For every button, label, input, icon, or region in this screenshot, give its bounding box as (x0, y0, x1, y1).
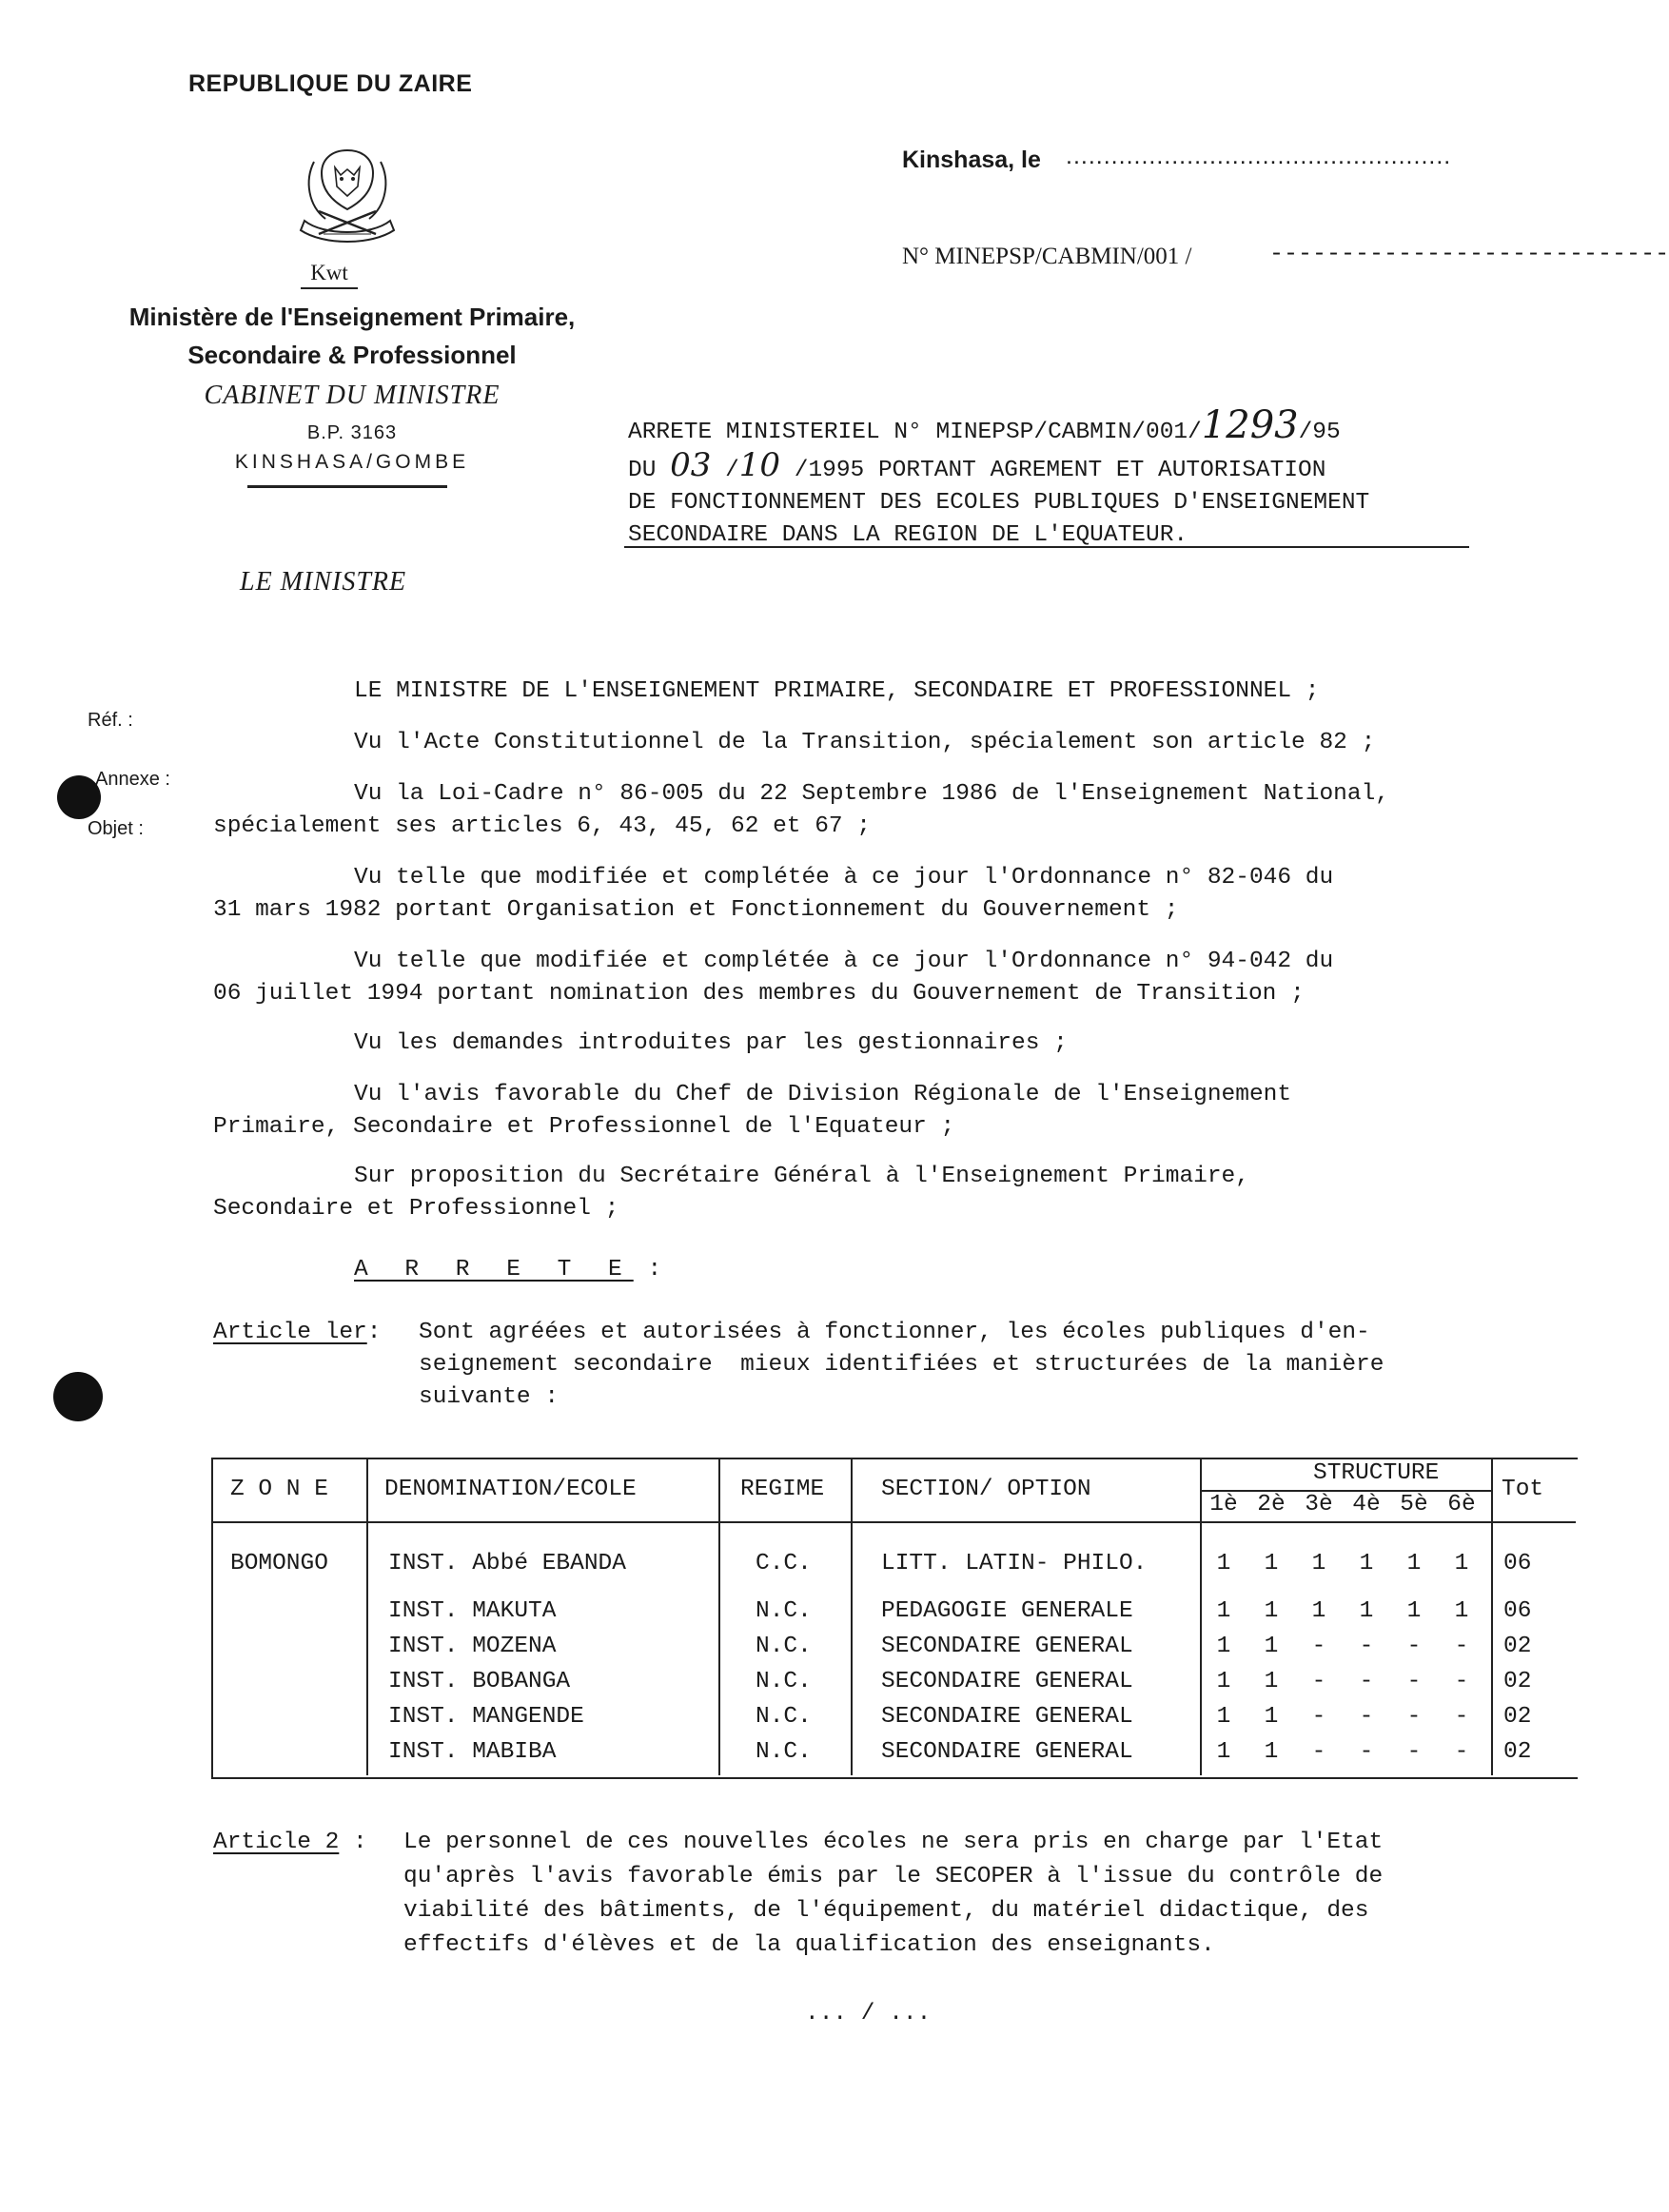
school-section: SECONDAIRE GENERAL (881, 1669, 1133, 1694)
school-total: 02 (1503, 1669, 1532, 1694)
table-header-divider (211, 1521, 1576, 1523)
structure-5: - (1406, 1669, 1422, 1694)
preamble-ordonnance2-line1: Vu telle que modifiée et complétée à ce jour l'Ordonnance n° 94-042 du (354, 949, 1334, 974)
ministry-name-line2: Secondaire & Professionnel (187, 341, 517, 369)
margin-objet: Objet : (88, 818, 144, 839)
structure-2: 1 (1264, 1739, 1279, 1765)
date-separator: / (711, 458, 739, 483)
header-year: 4è (1352, 1492, 1381, 1517)
structure-6: - (1454, 1739, 1469, 1765)
ministry-name-line1: Ministère de l'Enseignement Primaire, (128, 303, 576, 331)
signatory-title: LE MINISTRE (240, 567, 407, 597)
article1-heading (213, 1317, 381, 1349)
article2-heading (213, 1827, 367, 1859)
header-year: 3è (1305, 1492, 1333, 1517)
arrete-title-line3: DE FONCTIONNEMENT DES ECOLES PUBLIQUES D'ENSEIGNEMENT (628, 490, 1370, 516)
po-box: B.P. 3163 (306, 422, 398, 443)
header-total: Tot (1502, 1477, 1544, 1502)
structure-5: - (1406, 1704, 1422, 1730)
punch-hole-mark (53, 1372, 103, 1421)
arrete-date-prefix: DU (628, 458, 671, 483)
arrete-heading (354, 1254, 661, 1286)
header-regime: REGIME (740, 1477, 825, 1502)
table-col-divider (851, 1458, 853, 1775)
continuation-mark: ... / ... (805, 2001, 932, 2026)
preamble-avis-line2: Primaire, Secondaire et Professionnel de l'Equateur ; (213, 1114, 955, 1140)
structure-4: - (1359, 1669, 1374, 1694)
arrete-title-line1 (628, 403, 1484, 449)
article2-line4: effectifs d'élèves et de la qualification des enseignants. (403, 1932, 1215, 1958)
header-structure: STRUCTURE (1313, 1460, 1440, 1486)
article2-line3: viabilité des bâtiments, de l'équipement, du matériel didactique, des (403, 1898, 1369, 1924)
article2-line2: qu'après l'avis favorable émis par le SECOPER à l'issue du contrôle de (403, 1864, 1384, 1889)
structure-6: - (1454, 1704, 1469, 1730)
cabinet-title: CABINET DU MINISTRE (204, 381, 501, 410)
structure-2: 1 (1264, 1704, 1279, 1730)
school-name: INST. MABIBA (388, 1739, 557, 1765)
arrete-colon: : (647, 1257, 662, 1282)
structure-3: - (1311, 1634, 1326, 1659)
school-regime: C.C. (756, 1551, 812, 1576)
preamble-ordonnance1-line2: 31 mars 1982 portant Organisation et Fonctionnement du Gouvernement ; (213, 897, 1179, 923)
city: KINSHASA/GOMBE (234, 451, 470, 473)
header-denomination: DENOMINATION/ECOLE (384, 1477, 637, 1502)
school-total: 02 (1503, 1739, 1532, 1765)
article2-label: Article 2 (213, 1830, 340, 1855)
school-regime: N.C. (756, 1669, 812, 1694)
reference-dots: ---------------------------- (1269, 240, 1669, 267)
school-regime: N.C. (756, 1704, 812, 1730)
structure-1: 1 (1216, 1739, 1231, 1765)
article2-colon: : (353, 1830, 367, 1855)
preamble-vu-loi-line1: Vu la Loi-Cadre n° 86-005 du 22 Septembre 1986 de l'Enseignement National, (354, 781, 1389, 807)
reference-number: N° MINEPSP/CABMIN/001 / (902, 244, 1192, 269)
article1-line1: Sont agréées et autorisées à fonctionner, les écoles publiques d'en- (419, 1320, 1370, 1345)
margin-ref: Réf. : (88, 710, 133, 731)
school-section: SECONDAIRE GENERAL (881, 1634, 1133, 1659)
structure-4: - (1359, 1704, 1374, 1730)
article1-colon: : (366, 1320, 382, 1345)
structure-3: - (1311, 1669, 1326, 1694)
header-year: 5è (1400, 1492, 1428, 1517)
school-total: 06 (1503, 1551, 1532, 1576)
emblem-label: Kwt (301, 261, 358, 289)
arrete-number-suffix: /95 (1298, 420, 1341, 445)
structure-2: 1 (1264, 1598, 1279, 1624)
arrete-title-block (628, 403, 1484, 552)
preamble-proposition-line2: Secondaire et Professionnel ; (213, 1196, 619, 1222)
structure-2: 1 (1264, 1551, 1279, 1576)
city-underline (247, 485, 447, 488)
table-col-divider (1200, 1458, 1202, 1775)
structure-6: 1 (1454, 1598, 1469, 1624)
arrete-title-rule (624, 546, 1469, 548)
structure-6: - (1454, 1669, 1469, 1694)
preamble-demandes: Vu les demandes introduites par les gestionnaires ; (354, 1030, 1068, 1056)
structure-1: 1 (1216, 1598, 1231, 1624)
preamble-ordonnance1-line1: Vu telle que modifiée et complétée à ce jour l'Ordonnance n° 82-046 du (354, 865, 1334, 891)
article2-line1: Le personnel de ces nouvelles écoles ne sera pris en charge par l'Etat (403, 1830, 1384, 1855)
structure-5: 1 (1406, 1551, 1422, 1576)
school-regime: N.C. (756, 1739, 812, 1765)
structure-4: 1 (1359, 1598, 1374, 1624)
school-total: 02 (1503, 1704, 1532, 1730)
table-col-divider (718, 1458, 720, 1775)
structure-1: 1 (1216, 1551, 1231, 1576)
place-date-label: Kinshasa, le (902, 147, 1041, 173)
preamble-vu-loi-line2: spécialement ses articles 6, 43, 45, 62 et 67 ; (213, 813, 872, 839)
school-name: INST. MOZENA (388, 1634, 557, 1659)
structure-1: 1 (1216, 1634, 1231, 1659)
table-col-divider (366, 1458, 368, 1775)
structure-3: 1 (1311, 1598, 1326, 1624)
structure-4: 1 (1359, 1551, 1374, 1576)
arrete-date-suffix: /1995 PORTANT AGREMENT ET AUTORISATION (780, 458, 1326, 483)
school-total: 02 (1503, 1634, 1532, 1659)
handwritten-day: 03 (670, 446, 712, 484)
structure-4: - (1359, 1634, 1374, 1659)
school-regime: N.C. (756, 1634, 812, 1659)
country-name: REPUBLIQUE DU ZAIRE (188, 70, 473, 97)
structure-2: 1 (1264, 1669, 1279, 1694)
structure-5: - (1406, 1739, 1422, 1765)
margin-annexe: Annexe : (95, 769, 170, 790)
header-year: 6è (1447, 1492, 1476, 1517)
structure-1: 1 (1216, 1704, 1231, 1730)
structure-1: 1 (1216, 1669, 1231, 1694)
preamble-proposition-line1: Sur proposition du Secrétaire Général à l'Enseignement Primaire, (354, 1164, 1249, 1189)
header-year: 1è (1209, 1492, 1238, 1517)
article1-label: Article ler (213, 1320, 367, 1345)
structure-3: - (1311, 1739, 1326, 1765)
zone-value: BOMONGO (230, 1551, 328, 1576)
article1-line2: seignement secondaire mieux identifiées et structurées de la manière (419, 1352, 1384, 1378)
structure-3: - (1311, 1704, 1326, 1730)
arrete-word: A R R E T E (354, 1257, 634, 1282)
structure-2: 1 (1264, 1634, 1279, 1659)
arrete-title-line4: SECONDAIRE DANS LA REGION DE L'EQUATEUR. (628, 522, 1188, 548)
coat-of-arms-emblem (276, 143, 419, 262)
structure-6: 1 (1454, 1551, 1469, 1576)
school-regime: N.C. (756, 1598, 812, 1624)
school-section: SECONDAIRE GENERAL (881, 1739, 1133, 1765)
handwritten-month: 10 (738, 446, 781, 484)
school-section: PEDAGOGIE GENERALE (881, 1598, 1133, 1624)
header-year: 2è (1257, 1492, 1286, 1517)
header-zone: Z O N E (230, 1477, 328, 1502)
school-section: LITT. LATIN- PHILO. (881, 1551, 1148, 1576)
handwritten-number: 1293 (1201, 403, 1299, 447)
preamble-vu-acte: Vu l'Acte Constitutionnel de la Transition, spécialement son article 82 ; (354, 730, 1376, 755)
header-section: SECTION/ OPTION (881, 1477, 1091, 1502)
structure-5: - (1406, 1634, 1422, 1659)
table-col-divider (1491, 1458, 1493, 1775)
structure-6: - (1454, 1634, 1469, 1659)
structure-5: 1 (1406, 1598, 1422, 1624)
place-date-dots: ................................................... (1066, 143, 1452, 169)
structure-4: - (1359, 1739, 1374, 1765)
school-name: INST. Abbé EBANDA (388, 1551, 626, 1576)
article1-line3: suivante : (419, 1384, 560, 1410)
arrete-title-line2 (628, 446, 1484, 487)
school-name: INST. BOBANGA (388, 1669, 571, 1694)
school-section: SECONDAIRE GENERAL (881, 1704, 1133, 1730)
school-name: INST. MAKUTA (388, 1598, 557, 1624)
preamble-avis-line1: Vu l'avis favorable du Chef de Division Régionale de l'Enseignement (354, 1082, 1292, 1107)
school-total: 06 (1503, 1598, 1532, 1624)
preamble-ordonnance2-line2: 06 juillet 1994 portant nomination des membres du Gouvernement de Transition ; (213, 981, 1305, 1007)
preamble-minister: LE MINISTRE DE L'ENSEIGNEMENT PRIMAIRE, SECONDAIRE ET PROFESSIONNEL ; (354, 678, 1320, 704)
school-name: INST. MANGENDE (388, 1704, 584, 1730)
structure-3: 1 (1311, 1551, 1326, 1576)
arrete-number-prefix: ARRETE MINISTERIEL N° MINEPSP/CABMIN/001/ (628, 420, 1202, 445)
